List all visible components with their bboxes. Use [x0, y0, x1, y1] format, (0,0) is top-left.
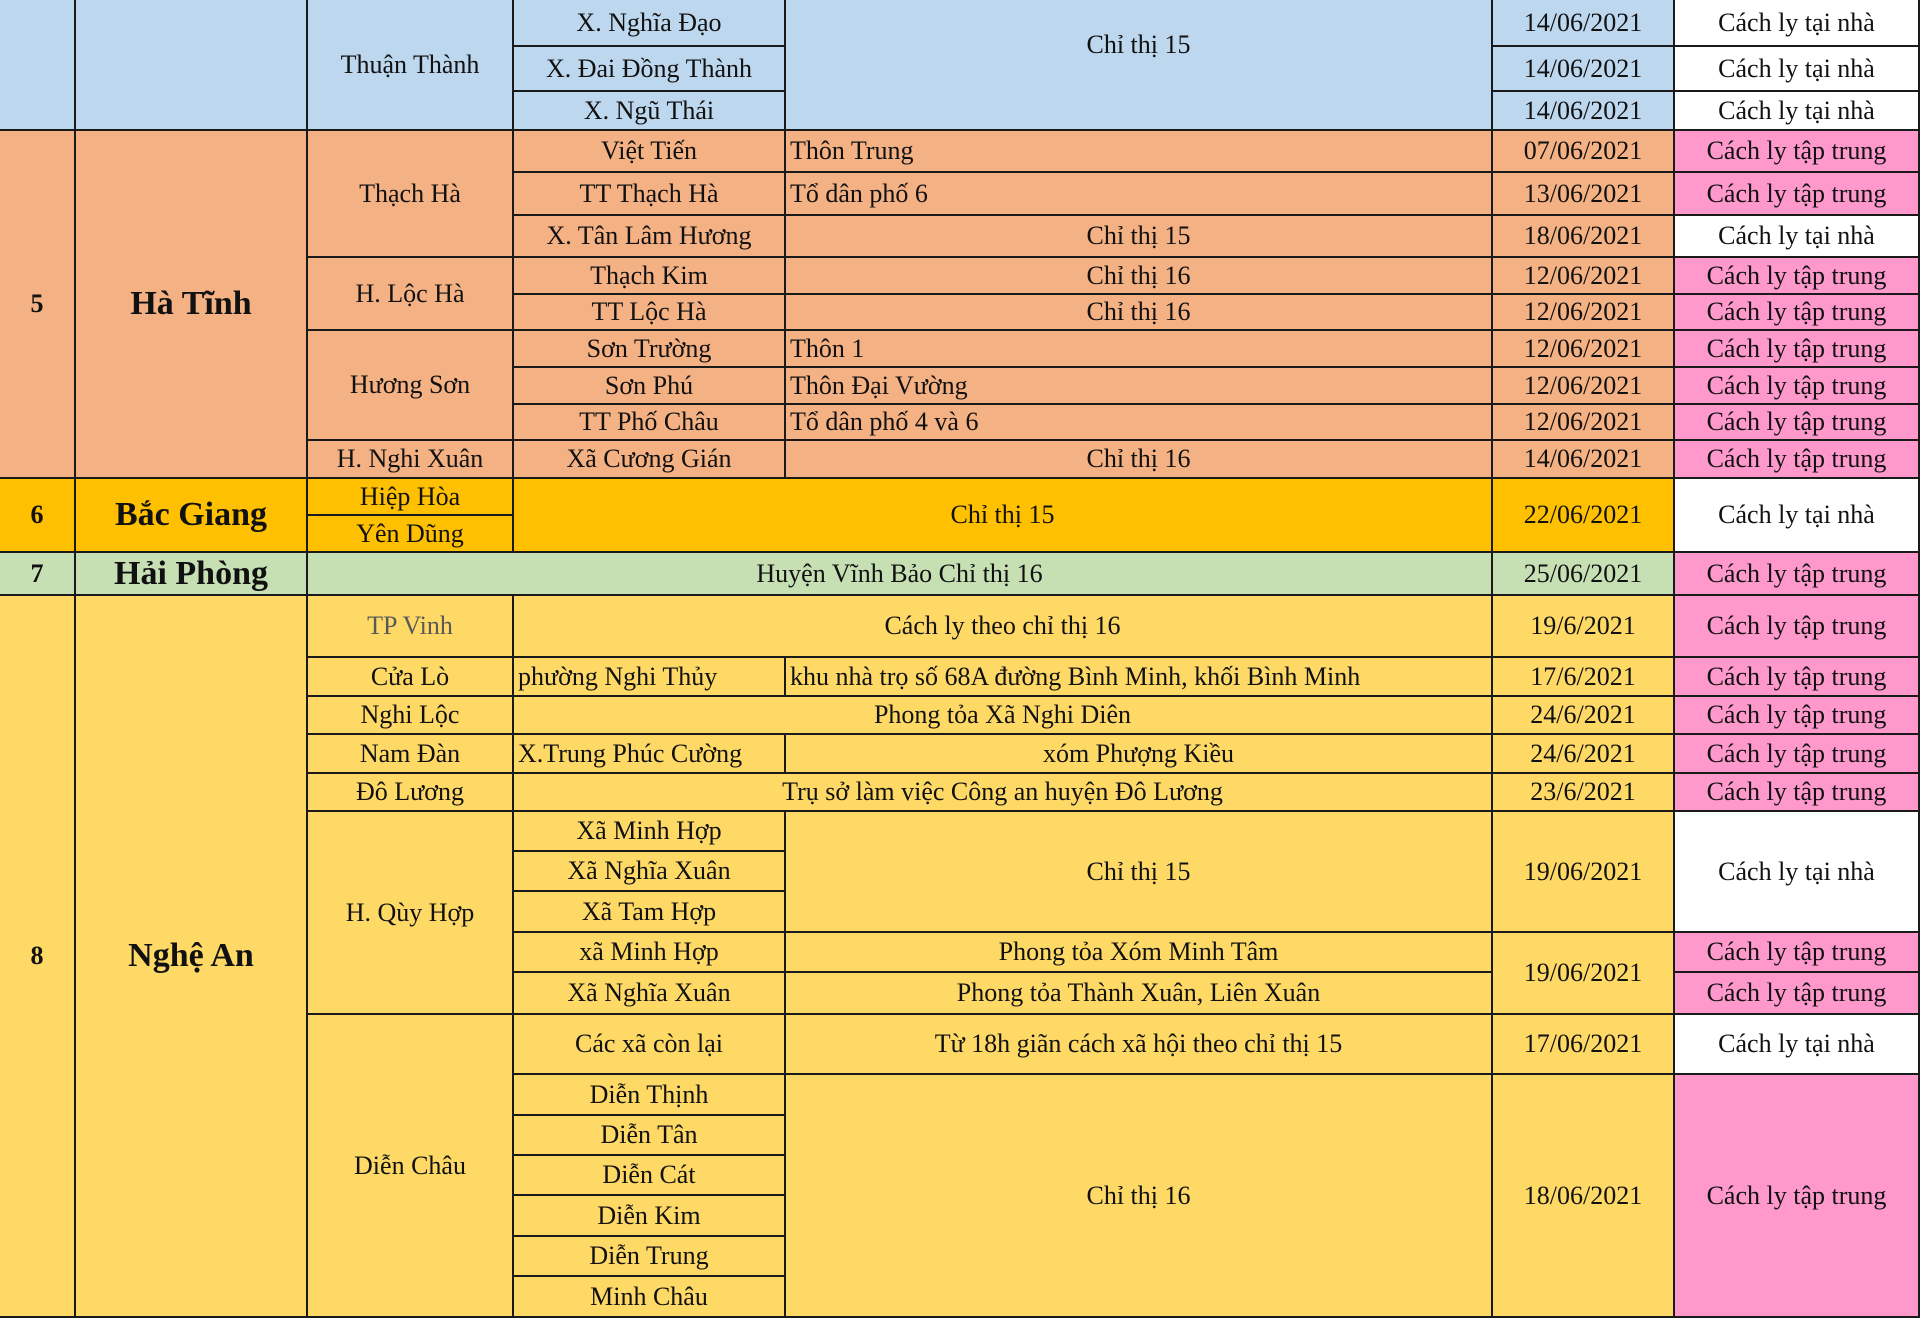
- date-cell: 19/06/2021: [1493, 812, 1675, 933]
- measure-cell: Chỉ thị 16: [786, 258, 1493, 295]
- status-cell: Cách ly tập trung: [1675, 774, 1920, 812]
- date-cell: 14/06/2021: [1493, 92, 1675, 131]
- province-cell: Bắc Giang: [76, 479, 308, 553]
- area-cell: xóm Phượng Kiều: [786, 735, 1493, 774]
- status-cell: Cách ly tập trung: [1675, 131, 1920, 173]
- status-cell: Cách ly tập trung: [1675, 1075, 1920, 1318]
- commune-cell: TT Phố Châu: [514, 405, 786, 441]
- measure-cell: Cách ly theo chỉ thị 16: [514, 596, 1493, 658]
- district-cell: Nam Đàn: [308, 735, 514, 774]
- district-cell: H. Nghi Xuân: [308, 441, 514, 479]
- date-cell: 07/06/2021: [1493, 131, 1675, 173]
- date-cell: 13/06/2021: [1493, 173, 1675, 216]
- status-cell: Cách ly tập trung: [1675, 658, 1920, 697]
- commune-cell: Diễn Trung: [514, 1237, 786, 1277]
- date-cell: 14/06/2021: [1493, 47, 1675, 92]
- no-cell: 6: [0, 479, 76, 553]
- date-cell: 24/6/2021: [1493, 735, 1675, 774]
- date-cell: 23/6/2021: [1493, 774, 1675, 812]
- date-cell: 12/06/2021: [1493, 295, 1675, 331]
- status-cell: Cách ly tại nhà: [1675, 0, 1920, 47]
- date-cell: 14/06/2021: [1493, 0, 1675, 47]
- date-cell: 18/06/2021: [1493, 1075, 1675, 1318]
- measure-cell: Từ 18h giãn cách xã hội theo chỉ thị 15: [786, 1015, 1493, 1075]
- commune-cell: Xã Nghĩa Xuân: [514, 852, 786, 892]
- area-cell: Phong tỏa Thành Xuân, Liên Xuân: [786, 973, 1493, 1015]
- area-cell: Tổ dân phố 6: [786, 173, 1493, 216]
- commune-cell: Diễn Tân: [514, 1116, 786, 1156]
- date-cell: 22/06/2021: [1493, 479, 1675, 553]
- commune-cell: xã Minh Hợp: [514, 933, 786, 973]
- date-cell: 17/6/2021: [1493, 658, 1675, 697]
- province-cell: [76, 0, 308, 131]
- measure-cell: Trụ sở làm việc Công an huyện Đô Lương: [514, 774, 1493, 812]
- measure-cell: Chỉ thị 15: [786, 812, 1493, 933]
- district-cell: Đô Lương: [308, 774, 514, 812]
- commune-cell: Thạch Kim: [514, 258, 786, 295]
- measure-cell: Chỉ thị 15: [786, 216, 1493, 258]
- district-cell: Cửa Lò: [308, 658, 514, 697]
- status-cell: Cách ly tại nhà: [1675, 479, 1920, 553]
- date-cell: 19/06/2021: [1493, 933, 1675, 1015]
- commune-cell: Việt Tiến: [514, 131, 786, 173]
- status-cell: Cách ly tại nhà: [1675, 812, 1920, 933]
- commune-cell: X. Ngũ Thái: [514, 92, 786, 131]
- status-cell: Cách ly tại nhà: [1675, 92, 1920, 131]
- date-cell: 17/06/2021: [1493, 1015, 1675, 1075]
- district-cell: Thạch Hà: [308, 131, 514, 258]
- status-cell: Cách ly tập trung: [1675, 331, 1920, 368]
- date-cell: 25/06/2021: [1493, 553, 1675, 596]
- status-cell: Cách ly tại nhà: [1675, 1015, 1920, 1075]
- province-cell: Nghệ An: [76, 596, 308, 1318]
- area-cell: khu nhà trọ số 68A đường Bình Minh, khối Bình Minh: [786, 658, 1493, 697]
- commune-cell: Sơn Trường: [514, 331, 786, 368]
- commune-cell: TT Lộc Hà: [514, 295, 786, 331]
- district-cell: Hiệp Hòa: [308, 479, 514, 516]
- commune-cell: Minh Châu: [514, 1277, 786, 1318]
- commune-cell: Xã Cương Gián: [514, 441, 786, 479]
- area-cell: Thôn 1: [786, 331, 1493, 368]
- measure-cell: Chỉ thị 16: [786, 295, 1493, 331]
- district-cell: Thuận Thành: [308, 0, 514, 131]
- commune-cell: Sơn Phú: [514, 368, 786, 405]
- district-cell: Nghi Lộc: [308, 697, 514, 735]
- commune-cell: X. Nghĩa Đạo: [514, 0, 786, 47]
- measure-cell: Chỉ thị 15: [514, 479, 1493, 553]
- area-cell: Thôn Đại Vường: [786, 368, 1493, 405]
- commune-cell: Diễn Cát: [514, 1156, 786, 1196]
- no-cell: 8: [0, 596, 76, 1318]
- commune-cell: Diễn Thịnh: [514, 1075, 786, 1116]
- district-cell: Yên Dũng: [308, 516, 514, 553]
- measure-cell: Phong tỏa Xã Nghi Diên: [514, 697, 1493, 735]
- commune-cell: X.Trung Phúc Cường: [514, 735, 786, 774]
- status-cell: Cách ly tập trung: [1675, 258, 1920, 295]
- province-cell: Hà Tĩnh: [76, 131, 308, 479]
- province-cell: Hải Phòng: [76, 553, 308, 596]
- no-cell: 7: [0, 553, 76, 596]
- measure-cell: Chỉ thị 16: [786, 1075, 1493, 1318]
- commune-cell: X. Đai Đồng Thành: [514, 47, 786, 92]
- status-cell: Cách ly tập trung: [1675, 368, 1920, 405]
- measure-cell: Chỉ thị 16: [786, 441, 1493, 479]
- commune-cell: Xã Tam Hợp: [514, 892, 786, 933]
- date-cell: 18/06/2021: [1493, 216, 1675, 258]
- date-cell: 12/06/2021: [1493, 368, 1675, 405]
- area-cell: Tổ dân phố 4 và 6: [786, 405, 1493, 441]
- status-cell: Cách ly tại nhà: [1675, 216, 1920, 258]
- status-cell: Cách ly tập trung: [1675, 735, 1920, 774]
- no-cell: 5: [0, 131, 76, 479]
- status-cell: Cách ly tập trung: [1675, 295, 1920, 331]
- status-cell: Cách ly tập trung: [1675, 973, 1920, 1015]
- district-cell: H. Qùy Hợp: [308, 812, 514, 1015]
- status-cell: Cách ly tập trung: [1675, 553, 1920, 596]
- district-cell: H. Lộc Hà: [308, 258, 514, 331]
- date-cell: 12/06/2021: [1493, 405, 1675, 441]
- district-cell: TP Vinh: [308, 596, 514, 658]
- district-cell: Diễn Châu: [308, 1015, 514, 1318]
- commune-cell: Diễn Kim: [514, 1196, 786, 1237]
- status-cell: Cách ly tại nhà: [1675, 47, 1920, 92]
- measure-cell: Huyện Vĩnh Bảo Chỉ thị 16: [308, 553, 1493, 596]
- status-cell: Cách ly tập trung: [1675, 173, 1920, 216]
- no-cell: [0, 0, 76, 131]
- area-cell: Phong tỏa Xóm Minh Tâm: [786, 933, 1493, 973]
- status-cell: Cách ly tập trung: [1675, 441, 1920, 479]
- area-cell: Thôn Trung: [786, 131, 1493, 173]
- status-cell: Cách ly tập trung: [1675, 596, 1920, 658]
- date-cell: 14/06/2021: [1493, 441, 1675, 479]
- measure-cell: Chỉ thị 15: [786, 0, 1493, 131]
- status-cell: Cách ly tập trung: [1675, 697, 1920, 735]
- commune-cell: phường Nghi Thủy: [514, 658, 786, 697]
- date-cell: 12/06/2021: [1493, 258, 1675, 295]
- district-cell: Hương Sơn: [308, 331, 514, 441]
- date-cell: 24/6/2021: [1493, 697, 1675, 735]
- commune-cell: Các xã còn lại: [514, 1015, 786, 1075]
- commune-cell: Xã Minh Hợp: [514, 812, 786, 852]
- commune-cell: Xã Nghĩa Xuân: [514, 973, 786, 1015]
- status-cell: Cách ly tập trung: [1675, 933, 1920, 973]
- date-cell: 19/6/2021: [1493, 596, 1675, 658]
- commune-cell: TT Thạch Hà: [514, 173, 786, 216]
- date-cell: 12/06/2021: [1493, 331, 1675, 368]
- status-cell: Cách ly tập trung: [1675, 405, 1920, 441]
- commune-cell: X. Tân Lâm Hương: [514, 216, 786, 258]
